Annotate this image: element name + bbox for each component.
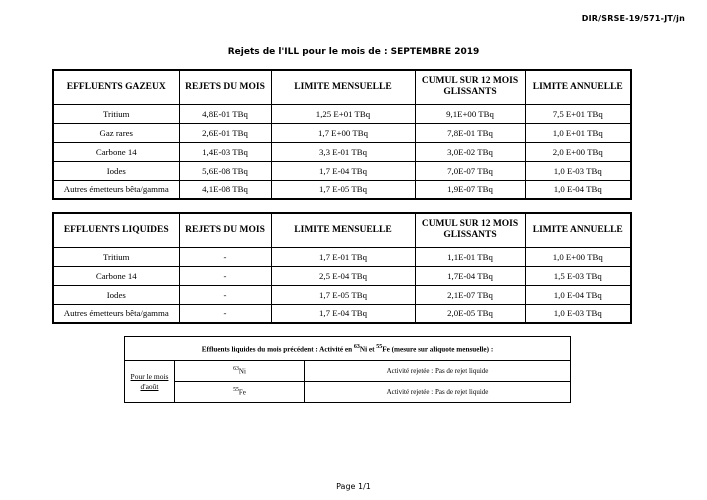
effluent-name: Iodes bbox=[53, 161, 179, 180]
annual-limit: 1,0 E-03 TBq bbox=[525, 304, 631, 323]
annual-limit: 1,5 E-03 TBq bbox=[525, 266, 631, 285]
annual-limit: 1,0 E-04 TBq bbox=[525, 285, 631, 304]
annual-limit: 7,5 E+01 TBq bbox=[525, 104, 631, 123]
effluent-name: Carbone 14 bbox=[53, 266, 179, 285]
monthly-limit: 1,7 E-05 TBq bbox=[271, 285, 415, 304]
page-number: Page 1/1 bbox=[336, 482, 371, 491]
monthly-release: - bbox=[179, 266, 271, 285]
table-row bbox=[53, 304, 631, 323]
rolling-12-month-total: 7,0E-07 TBq bbox=[415, 161, 525, 180]
annual-limit: 1,0 E+01 TBq bbox=[525, 123, 631, 142]
previous-month-liquid-table bbox=[124, 336, 571, 403]
monthly-release: 4,1E-08 TBq bbox=[179, 180, 271, 199]
rolling-12-month-total: 2,0E-05 TBq bbox=[415, 304, 525, 323]
table-header-row bbox=[53, 70, 631, 104]
period-label: Pour le mois d'août bbox=[125, 361, 175, 403]
liquid-effluents-table bbox=[52, 212, 632, 324]
monthly-release: - bbox=[179, 247, 271, 266]
released-activity: Activité rejetée : Pas de rejet liquide bbox=[305, 361, 571, 382]
column-header: EFFLUENTS LIQUIDES bbox=[53, 213, 179, 247]
column-header: LIMITE ANNUELLE bbox=[525, 70, 631, 104]
annual-limit: 2,0 E+00 TBq bbox=[525, 142, 631, 161]
rolling-12-month-total: 1,1E-01 TBq bbox=[415, 247, 525, 266]
effluent-name: Tritium bbox=[53, 247, 179, 266]
monthly-limit: 1,7 E-04 TBq bbox=[271, 161, 415, 180]
column-header: LIMITE MENSUELLE bbox=[271, 213, 415, 247]
monthly-limit: 1,7 E+00 TBq bbox=[271, 123, 415, 142]
column-header: LIMITE MENSUELLE bbox=[271, 70, 415, 104]
effluent-name: Autres émetteurs bêta/gamma bbox=[53, 304, 179, 323]
table-row bbox=[53, 123, 631, 142]
column-header: CUMUL SUR 12 MOIS GLISSANTS bbox=[415, 213, 525, 247]
page-title: Rejets de l'ILL pour le mois de : SEPTEMBRE 2019 bbox=[227, 47, 480, 57]
isotope-name: $^{55}$Fe bbox=[175, 382, 305, 403]
rolling-12-month-total: 9,1E+00 TBq bbox=[415, 104, 525, 123]
monthly-limit: 1,7 E-01 TBq bbox=[271, 247, 415, 266]
document-reference: DIR/SRSE-19/571-JT/jn bbox=[581, 14, 685, 23]
isotope-mass-number: 63 bbox=[353, 343, 360, 350]
monthly-limit: 2,5 E-04 TBq bbox=[271, 266, 415, 285]
monthly-limit: 1,7 E-04 TBq bbox=[271, 304, 415, 323]
table-row bbox=[53, 104, 631, 123]
column-header: REJETS DU MOIS bbox=[179, 70, 271, 104]
table-row bbox=[53, 180, 631, 199]
previous-month-heading: Effluents liquides du mois précédent : Activité en $^{63}$Ni et $^{55}$Fe (mesure sur aliquote mensuelle) : bbox=[125, 337, 571, 361]
annual-limit: 1,0 E-03 TBq bbox=[525, 161, 631, 180]
rolling-12-month-total: 2,1E-07 TBq bbox=[415, 285, 525, 304]
table-row bbox=[53, 247, 631, 266]
monthly-release: - bbox=[179, 304, 271, 323]
monthly-limit: 1,25 E+01 TBq bbox=[271, 104, 415, 123]
rolling-12-month-total: 1,9E-07 TBq bbox=[415, 180, 525, 199]
monthly-limit: 1,7 E-05 TBq bbox=[271, 180, 415, 199]
monthly-release: 1,4E-03 TBq bbox=[179, 142, 271, 161]
rolling-12-month-total: 1,7E-04 TBq bbox=[415, 266, 525, 285]
gaseous-effluents-table bbox=[52, 69, 632, 200]
table-row bbox=[125, 361, 571, 382]
effluent-name: Tritium bbox=[53, 104, 179, 123]
table-row bbox=[53, 161, 631, 180]
column-header: REJETS DU MOIS bbox=[179, 213, 271, 247]
column-header: CUMUL SUR 12 MOIS GLISSANTS bbox=[415, 70, 525, 104]
effluent-name: Gaz rares bbox=[53, 123, 179, 142]
monthly-limit: 3,3 E-01 TBq bbox=[271, 142, 415, 161]
monthly-release: 5,6E-08 TBq bbox=[179, 161, 271, 180]
isotope-name: $^{63}$Ni bbox=[175, 361, 305, 382]
rolling-12-month-total: 7,8E-01 TBq bbox=[415, 123, 525, 142]
annual-limit: 1,0 E+00 TBq bbox=[525, 247, 631, 266]
monthly-release: 2,6E-01 TBq bbox=[179, 123, 271, 142]
effluent-name: Autres émetteurs bêta/gamma bbox=[53, 180, 179, 199]
table-row bbox=[53, 142, 631, 161]
monthly-release: 4,8E-01 TBq bbox=[179, 104, 271, 123]
table-header-row bbox=[53, 213, 631, 247]
annual-limit: 1,0 E-04 TBq bbox=[525, 180, 631, 199]
table-row bbox=[53, 285, 631, 304]
rolling-12-month-total: 3,0E-02 TBq bbox=[415, 142, 525, 161]
monthly-release: - bbox=[179, 285, 271, 304]
isotope-mass-number: 55 bbox=[376, 343, 383, 350]
column-header: LIMITE ANNUELLE bbox=[525, 213, 631, 247]
table-row bbox=[53, 266, 631, 285]
table-row bbox=[125, 382, 571, 403]
released-activity: Activité rejetée : Pas de rejet liquide bbox=[305, 382, 571, 403]
effluent-name: Carbone 14 bbox=[53, 142, 179, 161]
column-header: EFFLUENTS GAZEUX bbox=[53, 70, 179, 104]
effluent-name: Iodes bbox=[53, 285, 179, 304]
